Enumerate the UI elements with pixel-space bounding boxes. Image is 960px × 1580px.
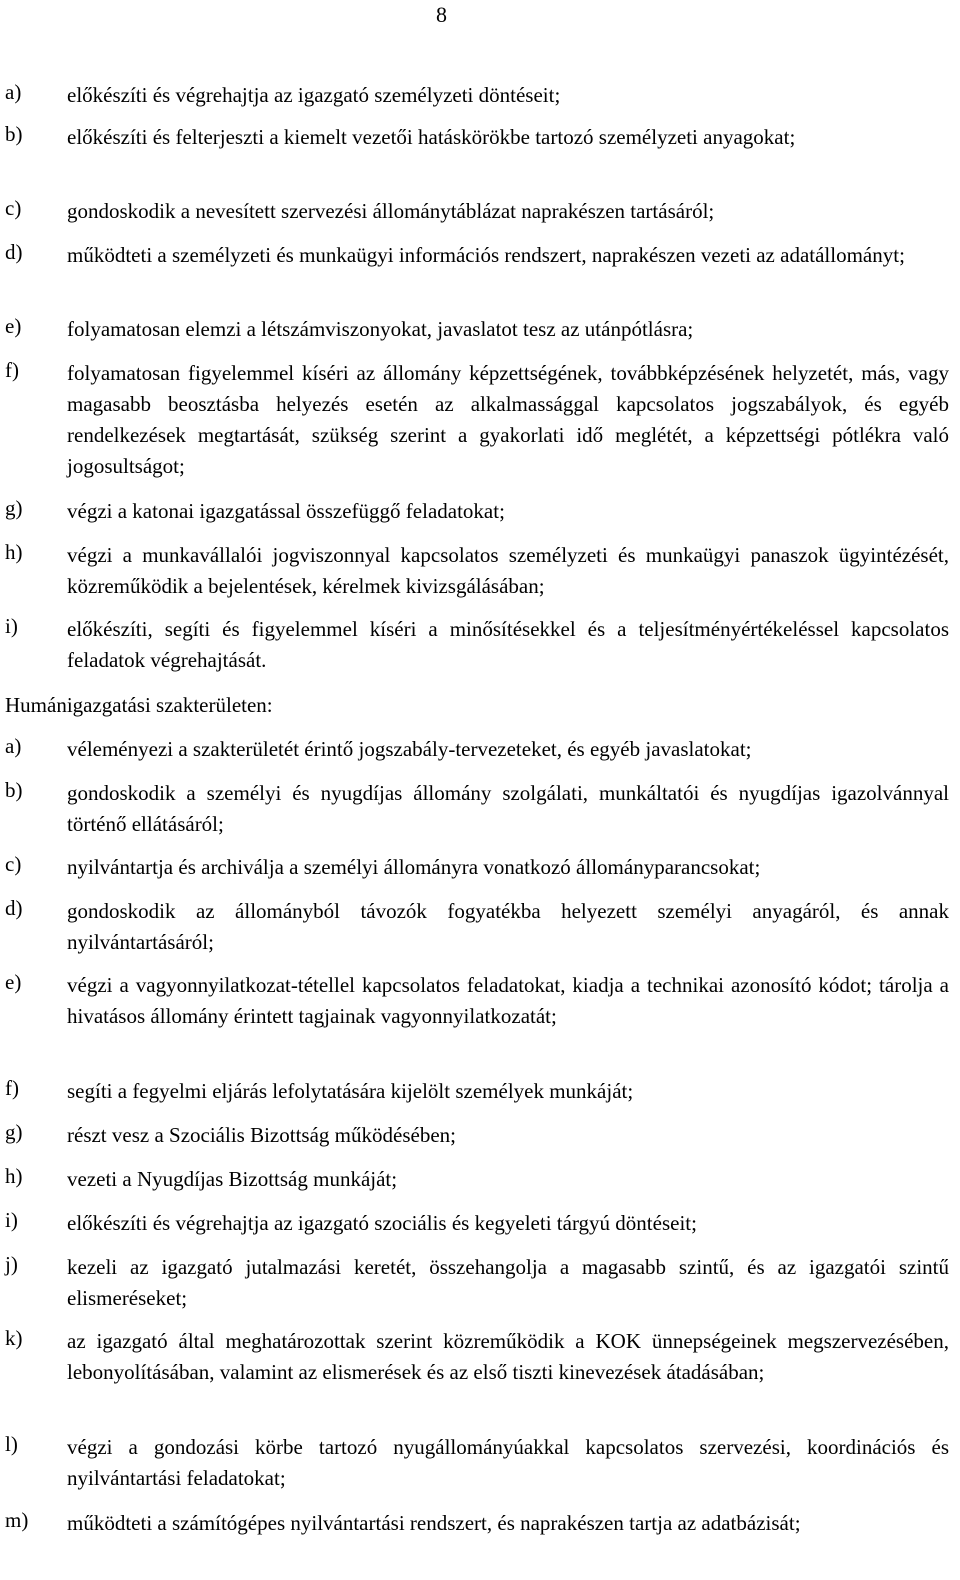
item-label: k)	[5, 1326, 23, 1350]
item-label: m)	[5, 1508, 29, 1532]
item-text: folyamatosan elemzi a létszámviszonyokat, javaslatot tesz az utánpótlásra;	[67, 317, 694, 341]
item-label: b)	[5, 778, 23, 802]
item-text: véleményezi a szakterületét érintő jogszabály-tervezeteket, és egyéb javaslatokat;	[67, 737, 752, 761]
item-label: a)	[5, 734, 22, 758]
list-item	[0, 80, 950, 111]
item-text: előkészíti és végrehajtja az igazgató szociális és kegyeleti tárgyú döntéseit;	[67, 1211, 697, 1235]
list-item	[0, 1252, 950, 1314]
item-label: g)	[5, 1120, 23, 1144]
item-text: végzi a munkavállalói jogviszonnyal kapcsolatos személyzeti és munkaügyi panaszok ügyintézését, közreműködik a bejelentések, kérelmek kivizsgálásában;	[67, 543, 949, 598]
list-item	[0, 1164, 950, 1195]
section-heading: Humánigazgatási szakterületen:	[5, 693, 273, 717]
item-text: gondoskodik a személyi és nyugdíjas állomány szolgálati, munkáltatói és nyugdíjas igazolvánnyal történő ellátásáról;	[67, 781, 949, 836]
item-text: folyamatosan figyelemmel kíséri az állomány képzettségének, továbbképzésének helyzetét, más, vagy magasabb beosztásba helyezés esetén az alkalmassággal kapcsolatos jogszabályok, és egyéb rendelkezések megtartását, szükség szerint a gyakorlati idő meglétét, a képzettségi pótlékra való jogosultságot;	[67, 361, 949, 478]
item-label: c)	[5, 196, 22, 220]
list-item	[0, 614, 950, 676]
item-text: vezeti a Nyugdíjas Bizottság munkáját;	[67, 1167, 398, 1191]
item-text: végzi a gondozási körbe tartozó nyugállományúakkal kapcsolatos szervezési, koordinációs és nyilvántartási feladatokat;	[67, 1435, 949, 1490]
list-item	[0, 896, 950, 958]
list-item	[0, 852, 950, 883]
item-label: h)	[5, 540, 23, 564]
item-label: g)	[5, 496, 23, 520]
list-item	[0, 314, 950, 345]
item-text: az igazgató által meghatározottak szerint közreműködik a KOK ünnepségeinek megszervezésében, lebonyolításában, valamint az elismerések és az első tiszti kinevezések átadásában;	[67, 1329, 949, 1384]
item-text: működteti a személyzeti és munkaügyi információs rendszert, naprakészen vezeti az adatállományt;	[67, 243, 905, 267]
item-text: előkészíti, segíti és figyelemmel kíséri a minősítésekkel és a teljesítményértékeléssel kapcsolatos feladatok végrehajtását.	[67, 617, 949, 672]
list-item	[0, 1326, 950, 1388]
item-text: segíti a fegyelmi eljárás lefolytatására kijelölt személyek munkáját;	[67, 1079, 634, 1103]
item-label: e)	[5, 970, 22, 994]
item-label: d)	[5, 240, 23, 264]
page-number: 8	[436, 2, 447, 27]
list-item	[0, 196, 950, 227]
item-text: nyilvántartja és archiválja a személyi állományra vonatkozó állományparancsokat;	[67, 855, 761, 879]
item-text: kezeli az igazgató jutalmazási keretét, összehangolja a magasabb szintű, és az igazgatói szintű elismeréseket;	[67, 1255, 949, 1310]
item-text: gondoskodik a nevesített szervezési állománytáblázat naprakészen tartásáról;	[67, 199, 715, 223]
item-label: f)	[5, 358, 19, 382]
item-text: előkészíti és végrehajtja az igazgató személyzeti döntéseit;	[67, 83, 561, 107]
item-label: l)	[5, 1432, 18, 1456]
list-item	[0, 1432, 950, 1494]
list-item	[0, 540, 950, 602]
list-item	[0, 1076, 950, 1107]
item-label: f)	[5, 1076, 19, 1100]
list-item	[0, 240, 950, 271]
list-item	[0, 1208, 950, 1239]
item-text: előkészíti és felterjeszti a kiemelt vezetői hatáskörökbe tartozó személyzeti anyagokat;	[67, 125, 796, 149]
list-item	[0, 778, 950, 840]
item-label: a)	[5, 80, 22, 104]
item-label: j)	[5, 1252, 18, 1276]
list-item	[0, 1508, 950, 1539]
item-label: i)	[5, 1208, 18, 1232]
list-item	[0, 734, 950, 765]
item-label: b)	[5, 122, 23, 146]
item-label: c)	[5, 852, 22, 876]
item-label: i)	[5, 614, 18, 638]
item-label: e)	[5, 314, 22, 338]
list-item	[0, 496, 950, 527]
list-item	[0, 970, 950, 1032]
item-text: gondoskodik az állományból távozók fogyatékba helyezett személyi anyagáról, és annak nyilvántartásáról;	[67, 899, 949, 954]
item-text: végzi a katonai igazgatással összefüggő feladatokat;	[67, 499, 505, 523]
item-text: végzi a vagyonnyilatkozat-tétellel kapcsolatos feladatokat, kiadja a technikai azonosító kódot; tárolja a hivatásos állomány érintett tagjainak vagyonnyilatkozatát;	[67, 973, 949, 1028]
list-item	[0, 358, 950, 482]
item-label: d)	[5, 896, 23, 920]
list-item	[0, 122, 950, 153]
item-text: működteti a számítógépes nyilvántartási rendszert, és naprakészen tartja az adatbázisát;	[67, 1511, 801, 1535]
item-label: h)	[5, 1164, 23, 1188]
list-item	[0, 1120, 950, 1151]
item-text: részt vesz a Szociális Bizottság működésében;	[67, 1123, 456, 1147]
